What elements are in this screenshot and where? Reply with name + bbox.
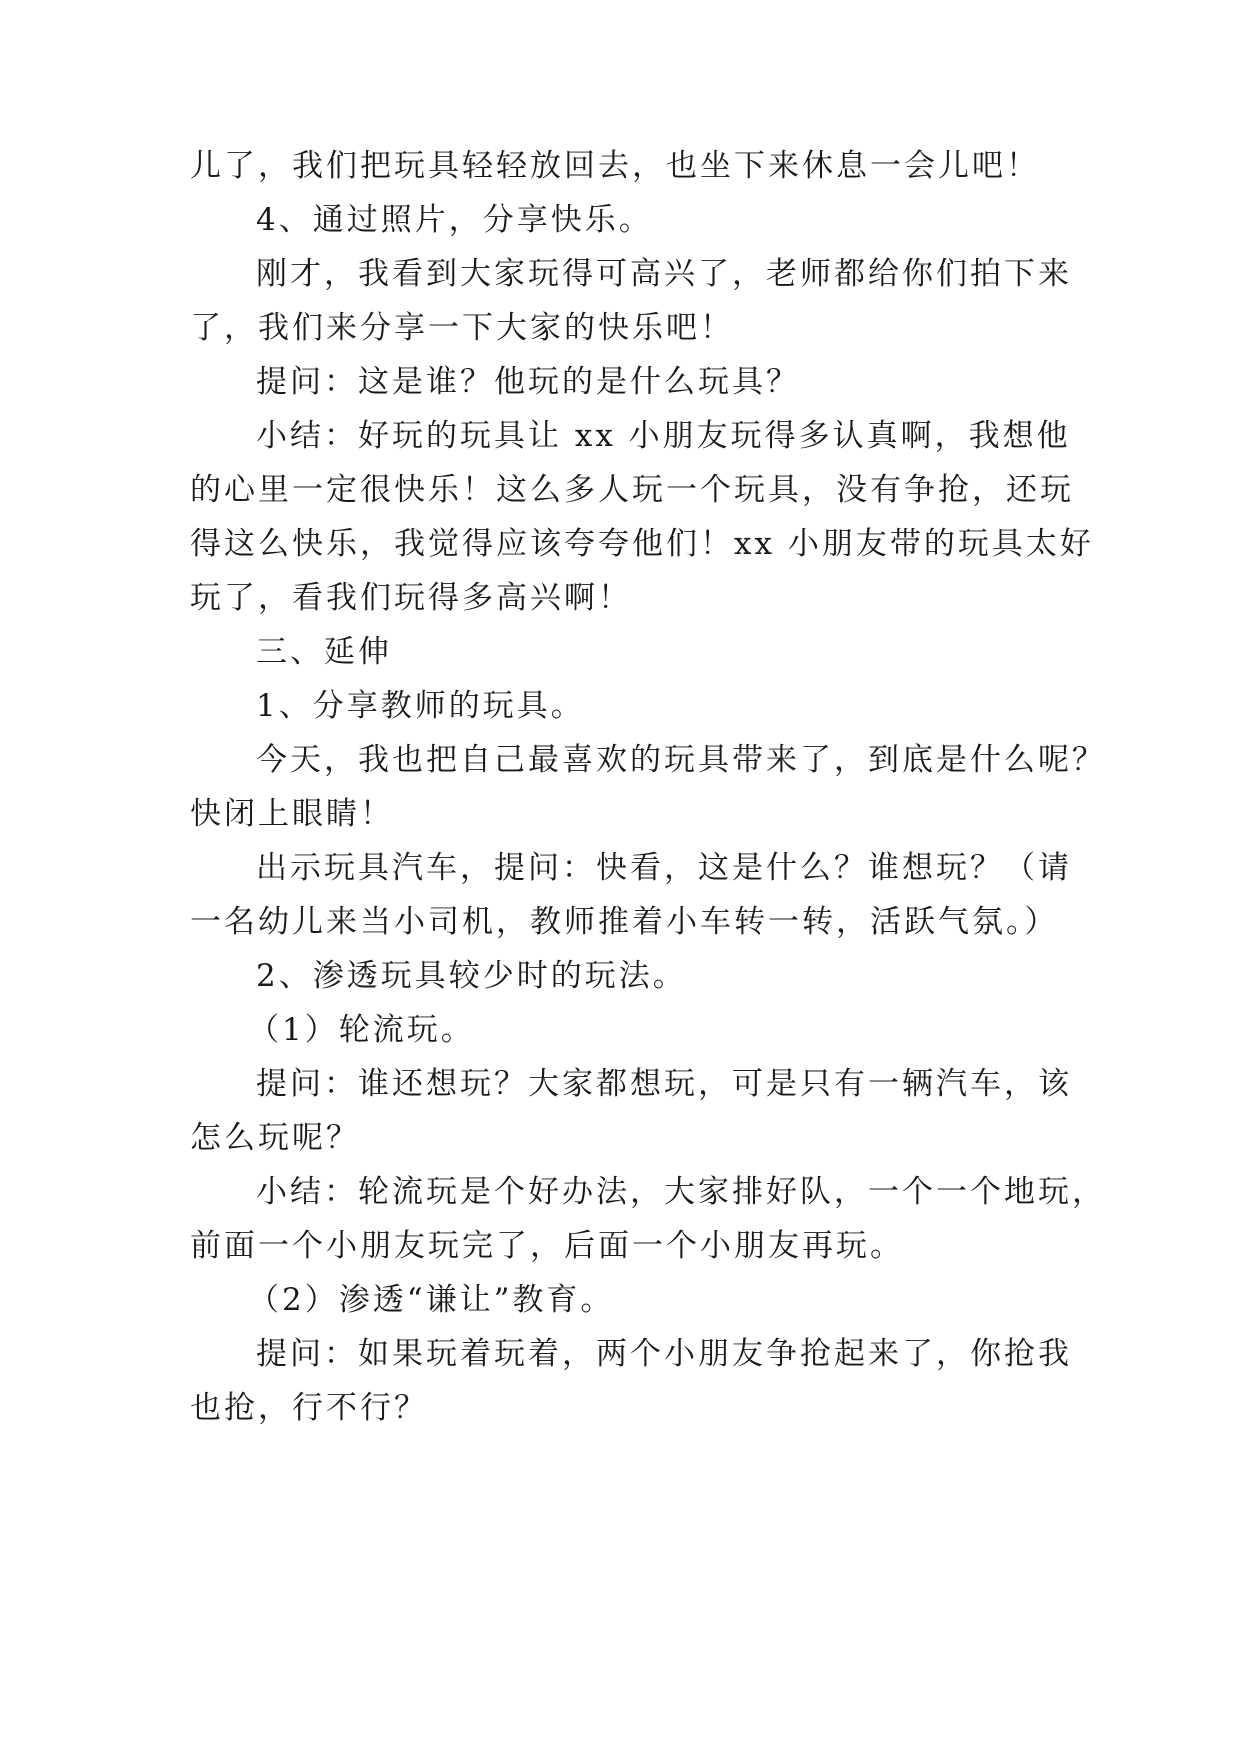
text-line: 快闭上眼睛！	[190, 796, 394, 832]
text-line: 小结：轮流玩是个好办法，大家排好队，一个一个地玩，	[256, 1174, 1106, 1210]
text-line: 玩了，看我们玩得多高兴啊！	[190, 580, 632, 616]
text-line: 儿了，我们把玩具轻轻放回去，也坐下来休息一会儿吧！	[190, 148, 1040, 184]
section-heading: 2、渗透玩具较少时的玩法。	[256, 958, 687, 994]
text-line: 前面一个小朋友玩完了，后面一个小朋友再玩。	[190, 1228, 904, 1264]
text-line: 提问：这是谁？他玩的是什么玩具？	[256, 364, 800, 400]
text-line: 提问：谁还想玩？大家都想玩，可是只有一辆汽车，该	[256, 1066, 1072, 1102]
section-heading: 1、分享教师的玩具。	[256, 688, 585, 724]
text-line: 的心里一定很快乐！这么多人玩一个玩具，没有争抢，还玩	[190, 472, 1074, 508]
text-line: 出示玩具汽车，提问：快看，这是什么？谁想玩？（请	[256, 850, 1072, 886]
section-heading: （2）渗透“谦让”教育。	[248, 1282, 615, 1318]
section-heading: （1）轮流玩。	[248, 1012, 475, 1048]
text-line: 也抢，行不行？	[190, 1390, 428, 1426]
text-line: 了，我们来分享一下大家的快乐吧！	[190, 310, 734, 346]
section-heading: 三、延伸	[256, 634, 392, 670]
text-line: 刚才，我看到大家玩得可高兴了，老师都给你们拍下来	[256, 256, 1072, 292]
section-heading: 4、通过照片，分享快乐。	[256, 202, 653, 238]
text-line: 得这么快乐，我觉得应该夸夸他们！xx 小朋友带的玩具太好	[190, 526, 1094, 562]
text-line: 今天，我也把自己最喜欢的玩具带来了，到底是什么呢？	[256, 742, 1106, 778]
text-line: 提问：如果玩着玩着，两个小朋友争抢起来了，你抢我	[256, 1336, 1072, 1372]
text-line: 一名幼儿来当小司机，教师推着小车转一转，活跃气氛。）	[190, 904, 1059, 940]
text-line: 小结：好玩的玩具让 xx 小朋友玩得多认真啊，我想他	[256, 418, 1071, 454]
text-line: 怎么玩呢？	[190, 1120, 360, 1156]
